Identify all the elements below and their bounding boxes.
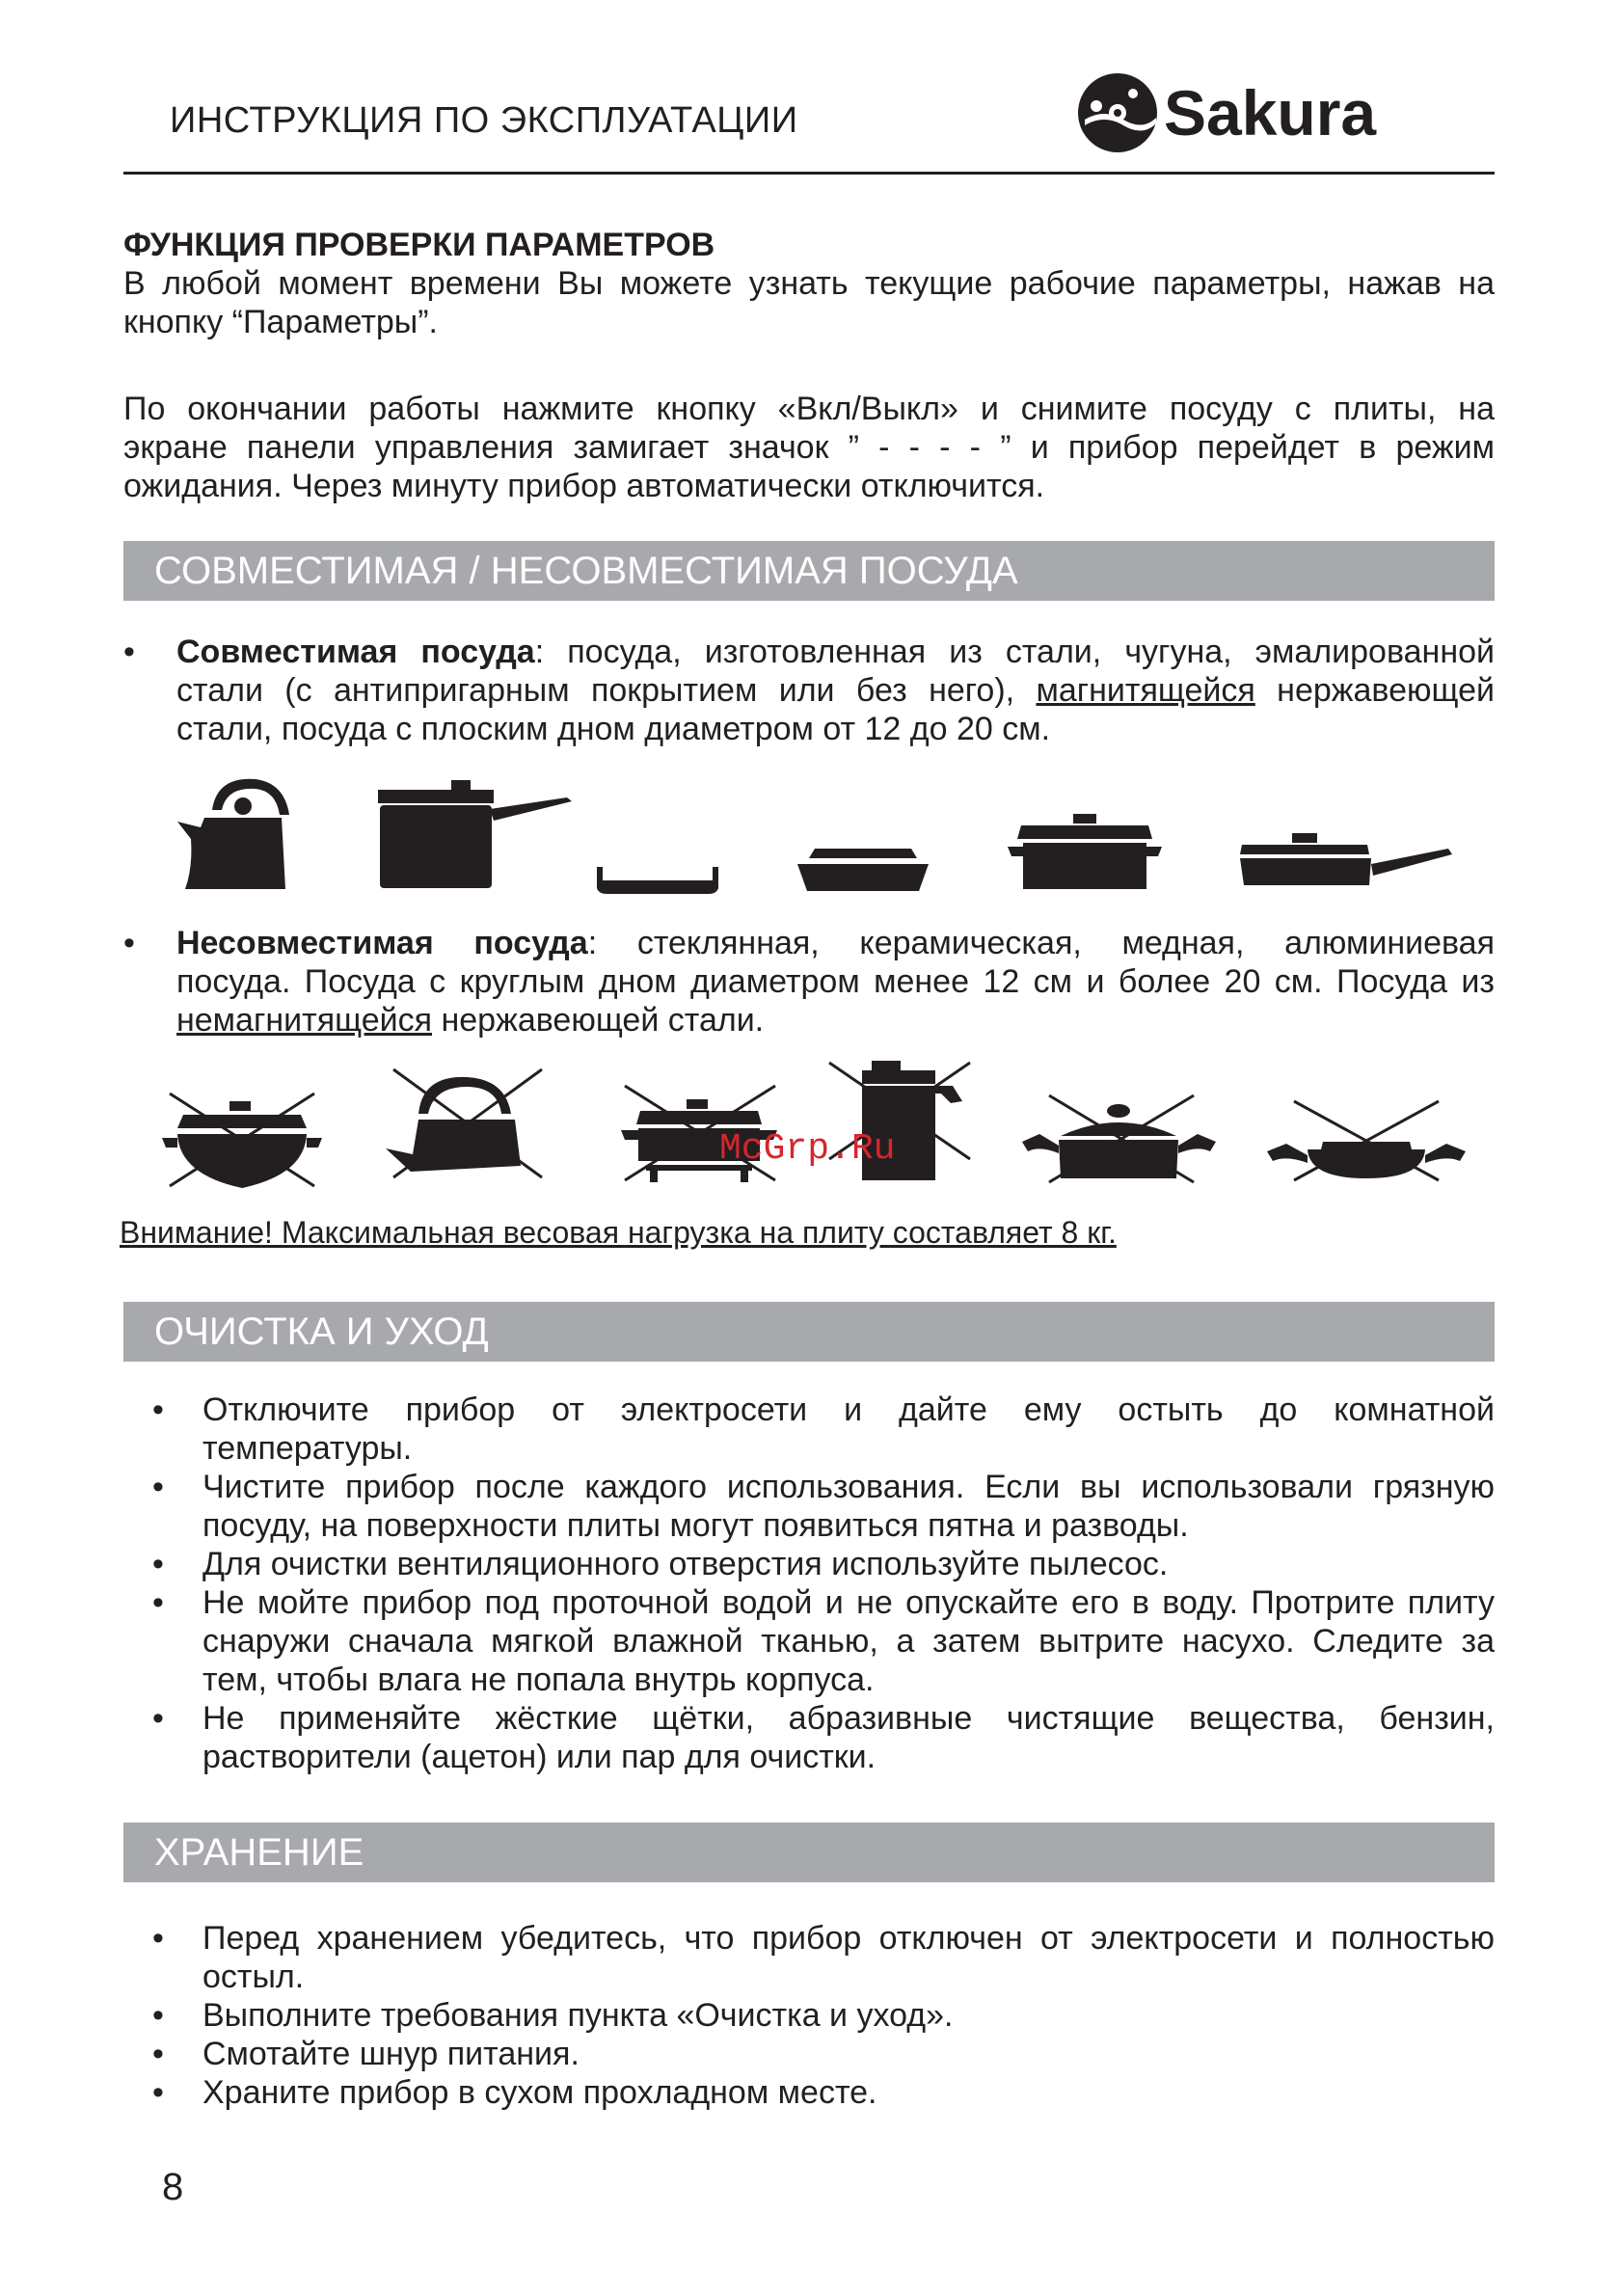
end-work-line: ожидания. Через минуту прибор автоматически отключится. [123,468,1045,504]
incompatible-label: Несовместимая посуда [176,925,588,961]
kettle-icon [174,771,299,892]
incompatible-cookware-item: • Несовместимая посуда: стеклянная, керамическая, медная, алюминиевая посуда. Посуда с круглым дном диаметром менее 12 см и более 20 см. Посуда из немагнитящейся нержавеющей стали. [123,925,1496,1039]
saucepan-icon [378,780,572,888]
storage-item: • Смотайте шнур питания. [152,2036,580,2072]
baking-tray-icon [593,863,723,897]
end-work-line: экране панели управления замигает значок ” - - - - ” и прибор перейдет в режим [123,429,1495,466]
cleaning-item: • Не применяйте жёсткие щётки, абразивные чистящие вещества, бензин, растворители (ацетон) или пар для очистки. [152,1700,1495,1775]
compatible-cookware-item: • Совместимая посуда: посуда, изготовленная из стали, чугуна, эмалированной стали (с антипригарным покрытием или без него), магнитящейся нержавеющей стали, посуда с плоским дном диаметром от 12 до 20 см. [123,634,1496,747]
cleaning-item: • Не мойте прибор под проточной водой и не опускайте его в воду. Протрите плиту снаружи сначала мягкой влажной тканью, а затем вытрите насухо. Следите за тем, чтобы влага не попала внутрь корпуса. [152,1584,1495,1698]
compatible-label: Совместимая посуда [176,634,535,670]
kettle-icon [380,1066,553,1181]
cleaning-item: • Отключите прибор от электросети и дайте ему остыть до комнатной температуры. [152,1391,1495,1467]
casserole-icon [1008,812,1162,891]
storage-item: • Перед хранением убедитесь, что прибор отключен от электросети и полностью остыл. [152,1920,1495,1995]
section-band-storage: ХРАНЕНИЕ [123,1823,1495,1882]
round-pot-icon [160,1090,324,1191]
end-work-line: По окончании работы нажмите кнопку «Вкл/Выкл» и снимите посуду с плиты, на [123,391,1495,427]
end-work-paragraph [123,390,1495,505]
cleaning-item: • Для очистки вентиляционного отверстия используйте пылесос. [152,1546,1169,1582]
cleaning-item: • Чистите прибор после каждого использования. Если вы использовали грязную посуду, на поверхности плиты могут появиться пятна и разводы. [152,1469,1495,1544]
page-number: 8 [162,2166,184,2208]
bullet: • [123,925,135,961]
check-params-line: кнопку “Параметры”. [123,304,439,340]
page-header-title: ИНСТРУКЦИЯ ПО ЭКСПЛУАТАЦИИ [170,100,798,141]
check-params-heading: ФУНКЦИЯ ПРОВЕРКИ ПАРАМЕТРОВ [123,227,715,263]
svg-text:Sakura: Sakura [1164,77,1377,149]
storage-item: • Выполните требования пункта «Очистка и уход». [152,1997,954,2034]
bullet: • [123,634,135,670]
frying-pan-icon [1236,831,1453,889]
wok-lid-icon [1020,1090,1218,1186]
section-band-compatibility: СОВМЕСТИМАЯ / НЕСОВМЕСТИМАЯ ПОСУДА [123,541,1495,601]
storage-item: • Храните прибор в сухом прохладном месте. [152,2074,877,2111]
section-band-cleaning: ОЧИСТКА И УХОД [123,1302,1495,1362]
watermark: McGrp.Ru [719,1128,896,1170]
check-params-line: В любой момент времени Вы можете узнать текущие рабочие параметры, нажав на [123,265,1495,302]
sakura-logo [1075,69,1456,156]
max-load-warning: Внимание! Максимальная весовая нагрузка на плиту составляет 8 кг. [120,1215,1117,1250]
check-params-section [123,226,1495,341]
header-rule [123,172,1495,175]
wok-icon [1267,1101,1466,1180]
shallow-dish-icon [796,845,930,895]
